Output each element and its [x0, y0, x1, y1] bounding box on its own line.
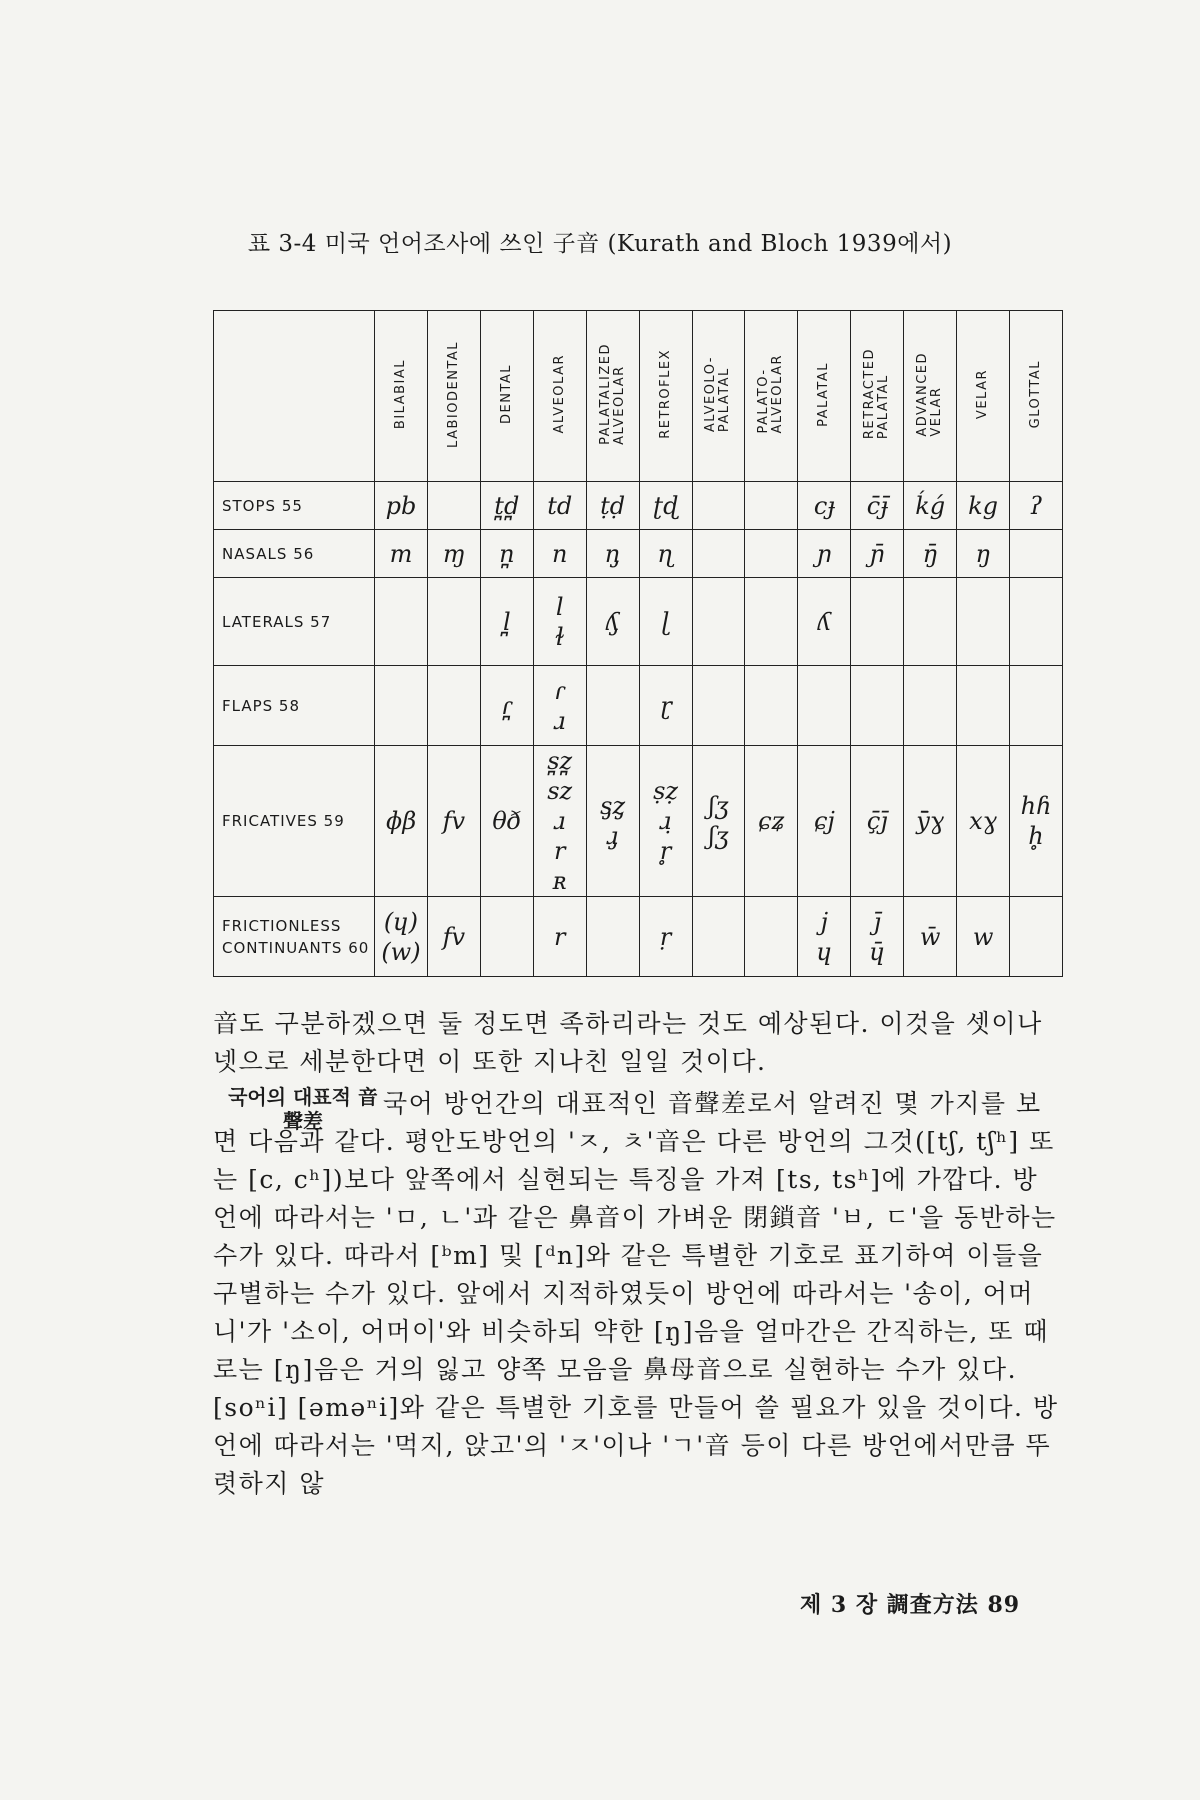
table-cell: j̄ ɥ̄	[851, 897, 904, 977]
col-palatal: PALATAL	[798, 311, 851, 482]
col-labiodental: LABIODENTAL	[427, 311, 480, 482]
table-cell	[957, 666, 1010, 746]
table-cell: ʔ	[1010, 482, 1063, 530]
table-cell: ṛ	[639, 897, 692, 977]
col-palato-alveolar: PALATO- ALVEOLAR	[745, 311, 798, 482]
table-cell	[692, 482, 745, 530]
table-row	[214, 746, 1063, 897]
table-cell: n	[533, 530, 586, 578]
table-cell	[692, 666, 745, 746]
col-alveolar: ALVEOLAR	[533, 311, 586, 482]
table-cell: ʎ	[798, 578, 851, 666]
table-cell	[480, 897, 533, 977]
table-cell: ṭḍ	[586, 482, 639, 530]
table-cell	[1010, 578, 1063, 666]
table-cell: l ɫ	[533, 578, 586, 666]
col-retracted-palatal: RETRACTED PALATAL	[851, 311, 904, 482]
row-label: NASALS 56	[214, 530, 375, 578]
table-corner	[214, 311, 375, 482]
table-cell: ŋ̄	[904, 530, 957, 578]
table-cell	[1010, 897, 1063, 977]
table-cell	[851, 666, 904, 746]
table-cell	[957, 578, 1010, 666]
table-cell: ṣẓ ɹ̣ r̥	[639, 746, 692, 897]
consonant-table	[213, 310, 1063, 977]
table-row	[214, 666, 1063, 746]
table-cell: n̪	[480, 530, 533, 578]
table-cell	[745, 897, 798, 977]
table-cell: ḱǵ	[904, 482, 957, 530]
table-cell	[692, 897, 745, 977]
table-cell: ɭ	[639, 578, 692, 666]
row-label: STOPS 55	[214, 482, 375, 530]
col-dental: DENTAL	[480, 311, 533, 482]
table-cell: ʎ̡	[586, 578, 639, 666]
row-label: FLAPS 58	[214, 666, 375, 746]
table-cell: ŋ	[957, 530, 1010, 578]
page-footer: 제 3 장 調査方法 89	[800, 1592, 1021, 1618]
table-cell: ȳ̄ɣ	[904, 746, 957, 897]
table-cell: ɲ	[798, 530, 851, 578]
table-body	[214, 482, 1063, 977]
table-row	[214, 897, 1063, 977]
col-glottal: GLOTTAL	[1010, 311, 1063, 482]
col-alveolo-palatal: ALVEOLO- PALATAL	[692, 311, 745, 482]
table-cell: ɕʑ	[745, 746, 798, 897]
table-cell: s̡z̡ ɹ̡	[586, 746, 639, 897]
table-cell: xɣ	[957, 746, 1010, 897]
table-cell	[745, 666, 798, 746]
table-cell	[427, 666, 480, 746]
table-cell	[586, 897, 639, 977]
table-cell: t̪d̪	[480, 482, 533, 530]
table-cell	[586, 666, 639, 746]
table-cell: ɳ	[639, 530, 692, 578]
paragraph-1: 音도 구분하겠으면 둘 정도면 족하리라는 것도 예상된다. 이것을 셋이나 넷으로 세분한다면 이 또한 지나친 일일 것이다.	[213, 1009, 1043, 1076]
table-cell: l̪	[480, 578, 533, 666]
table-cell	[904, 578, 957, 666]
table-cell	[851, 578, 904, 666]
table-cell: ɾ̪	[480, 666, 533, 746]
table-cell: ɸβ	[375, 746, 428, 897]
paragraph-2: 국어 방언간의 대표적인 音聲差로서 알려진 몇 가지를 보면 다음과 같다. 평안도방언의 'ㅈ, ㅊ'音은 다른 방언의 그것([tʃ, tʃʰ] 또는 [c, cʰ])보다 앞쪽에서 실현되는 특징을 가져 [ts, tsʰ]에 가깝다. 방언에 따라서는 'ㅁ, ㄴ'과 같은 鼻音이 가벼운 閉鎖音 'ㅂ, ㄷ'을 동반하는 수가 있다. 따라서 [ᵇm] 및 [ᵈn]와 같은 특별한 기호로 표기하여 이들을 구별하는 수가 있다. 앞에서 지적하였듯이 방언에 따라서는 '송이, 어머니'가 '소이, 어머이'와 비슷하되 약한 [ŋ]음을 얼마간은 간직하는, 또 때로는 [ŋ]음은 거의 잃고 양쪽 모음을 鼻母音으로 실현하는 수가 있다. [soⁿi] [əməⁿi]와 같은 특별한 기호를 만들어 쓸 필요가 있을 것이다. 방언에 따라서는 '먹지, 앉고'의 'ㅈ'이나 'ㄱ'音 등이 다른 방언에서만큼 뚜렷하지 않	[213, 1089, 1059, 1498]
table-cell	[904, 666, 957, 746]
row-label: FRICATIVES 59	[214, 746, 375, 897]
table-cell: (ɥ) (w)	[375, 897, 428, 977]
table-cell: cɟ	[798, 482, 851, 530]
table-cell: ʈɖ	[639, 482, 692, 530]
table-cell: ɲ̄	[851, 530, 904, 578]
table-row	[214, 530, 1063, 578]
table-cell: hɦ h̥	[1010, 746, 1063, 897]
table-cell	[745, 530, 798, 578]
table-cell: m	[375, 530, 428, 578]
table-cell: ɾ ɹ	[533, 666, 586, 746]
table-cell	[798, 666, 851, 746]
table-cell: ç̄j̄	[851, 746, 904, 897]
table-cell: n̡	[586, 530, 639, 578]
table-cell: pb	[375, 482, 428, 530]
table-cell: w	[957, 897, 1010, 977]
row-label: FRICTIONLESS CONTINUANTS 60	[214, 897, 375, 977]
table-cell	[745, 482, 798, 530]
col-bilabial: BILABIAL	[375, 311, 428, 482]
table-cell	[692, 530, 745, 578]
table-cell	[1010, 666, 1063, 746]
table-cell	[427, 578, 480, 666]
table-cell	[375, 578, 428, 666]
table-cell	[1010, 530, 1063, 578]
table-caption: 표 3-4 미국 언어조사에 쓰인 子音 (Kurath and Bloch 1939에서)	[247, 231, 953, 257]
table-cell: ɱ	[427, 530, 480, 578]
table-header-row	[214, 311, 1063, 482]
table-cell: θð	[480, 746, 533, 897]
table-cell: ʃʒ ʃʒ	[692, 746, 745, 897]
table-cell: s̪z̪ sz ɹ r ʀ	[533, 746, 586, 897]
table-cell: td	[533, 482, 586, 530]
table-cell	[692, 578, 745, 666]
table-cell: ɕj	[798, 746, 851, 897]
col-velar: VELAR	[957, 311, 1010, 482]
table-cell: fv	[427, 746, 480, 897]
table-row	[214, 578, 1063, 666]
table-cell: ɽ	[639, 666, 692, 746]
table-cell: j ɥ	[798, 897, 851, 977]
col-advanced-velar: ADVANCED VELAR	[904, 311, 957, 482]
table-cell: kg	[957, 482, 1010, 530]
table-cell	[375, 666, 428, 746]
table-cell: w̄	[904, 897, 957, 977]
side-heading: 국어의 대표적 音聲差	[228, 1085, 378, 1133]
table-row	[214, 482, 1063, 530]
table-cell	[427, 482, 480, 530]
table-cell: c̄ɟ̄	[851, 482, 904, 530]
col-retroflex: RETROFLEX	[639, 311, 692, 482]
col-palatalized-alveolar: PALATALIZED ALVEOLAR	[586, 311, 639, 482]
table-cell: fv	[427, 897, 480, 977]
row-label: LATERALS 57	[214, 578, 375, 666]
table-cell: r	[533, 897, 586, 977]
table-cell	[745, 578, 798, 666]
